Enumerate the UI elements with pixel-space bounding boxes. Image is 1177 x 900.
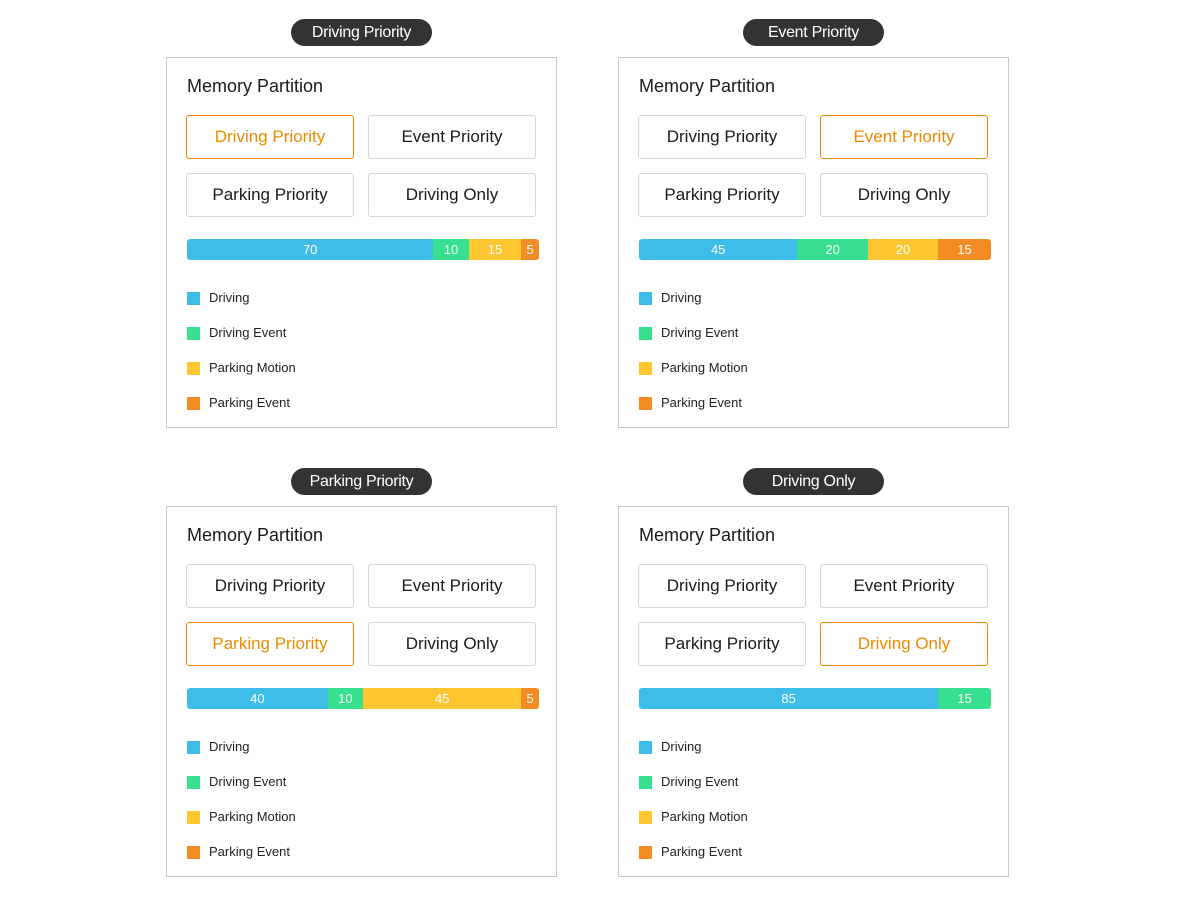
legend-item-driving-event <box>187 326 387 340</box>
event-priority-button[interactable]: Event Priority <box>368 564 536 608</box>
legend-label: Parking Motion <box>661 360 748 375</box>
legend-label: Driving <box>661 739 702 754</box>
partition-bar <box>187 688 539 709</box>
bar-segment: 85 <box>639 688 938 709</box>
bar-segment: 15 <box>938 688 991 709</box>
driving-only-button[interactable]: Driving Only <box>368 622 536 666</box>
legend-label: Driving <box>209 739 250 754</box>
legend-item-parking-event <box>639 845 839 859</box>
parking-priority-button[interactable]: Parking Priority <box>638 622 806 666</box>
partition-bar <box>639 688 991 709</box>
legend-item-driving <box>639 291 839 305</box>
mode-badge: Event Priority <box>743 19 884 46</box>
parking-priority-button[interactable]: Parking Priority <box>186 173 354 217</box>
legend-item-parking-motion <box>187 810 387 824</box>
bar-segment: 10 <box>328 688 363 709</box>
driving-only-button[interactable]: Driving Only <box>820 622 988 666</box>
parking-motion-swatch <box>639 811 652 824</box>
bar-segment: 40 <box>187 688 328 709</box>
legend-item-parking-event <box>639 396 839 410</box>
parking-priority-button[interactable]: Parking Priority <box>638 173 806 217</box>
legend-item-parking-motion <box>639 810 839 824</box>
memory-partition-card <box>618 57 1009 428</box>
card-title: Memory Partition <box>187 525 324 545</box>
legend-label: Parking Motion <box>209 809 296 824</box>
event-priority-button[interactable]: Event Priority <box>368 115 536 159</box>
partition-bar <box>639 239 991 260</box>
card-title: Memory Partition <box>639 76 776 96</box>
legend-item-parking-motion <box>639 361 839 375</box>
legend-item-parking-event <box>187 845 387 859</box>
bar-segment: 15 <box>469 239 522 260</box>
parking-event-swatch <box>187 397 200 410</box>
parking-motion-swatch <box>639 362 652 375</box>
parking-event-swatch <box>187 846 200 859</box>
legend-item-parking-event <box>187 396 387 410</box>
legend-label: Parking Event <box>661 395 742 410</box>
bar-segment: 10 <box>433 239 468 260</box>
legend-item-driving <box>187 740 387 754</box>
legend-label: Driving Event <box>209 774 287 789</box>
card-title: Memory Partition <box>187 76 324 96</box>
mode-badge: Parking Priority <box>291 468 432 495</box>
driving-priority-button[interactable]: Driving Priority <box>186 564 354 608</box>
driving-swatch <box>187 292 200 305</box>
legend-label: Driving Event <box>209 325 287 340</box>
legend-item-driving-event <box>639 775 839 789</box>
legend-item-driving <box>639 740 839 754</box>
legend-label: Driving Event <box>661 325 739 340</box>
bar-segment: 5 <box>521 688 539 709</box>
driving-priority-button[interactable]: Driving Priority <box>638 564 806 608</box>
partition-bar <box>187 239 539 260</box>
memory-partition-card <box>166 57 557 428</box>
driving-event-swatch <box>639 776 652 789</box>
memory-partition-card <box>618 506 1009 877</box>
memory-partition-card <box>166 506 557 877</box>
legend-label: Driving Event <box>661 774 739 789</box>
bar-segment: 15 <box>938 239 991 260</box>
legend-label: Parking Motion <box>209 360 296 375</box>
driving-event-swatch <box>187 327 200 340</box>
parking-event-swatch <box>639 846 652 859</box>
legend-label: Parking Event <box>209 844 290 859</box>
driving-swatch <box>639 292 652 305</box>
legend-label: Parking Event <box>661 844 742 859</box>
event-priority-button[interactable]: Event Priority <box>820 564 988 608</box>
legend-label: Parking Motion <box>661 809 748 824</box>
parking-priority-button[interactable]: Parking Priority <box>186 622 354 666</box>
legend-item-driving-event <box>639 326 839 340</box>
driving-swatch <box>639 741 652 754</box>
event-priority-button[interactable]: Event Priority <box>820 115 988 159</box>
legend-label: Parking Event <box>209 395 290 410</box>
bar-segment: 20 <box>797 239 867 260</box>
bar-segment: 45 <box>363 688 521 709</box>
bar-segment: 45 <box>639 239 797 260</box>
legend-item-driving <box>187 291 387 305</box>
parking-motion-swatch <box>187 362 200 375</box>
parking-event-swatch <box>639 397 652 410</box>
driving-event-swatch <box>187 776 200 789</box>
driving-only-button[interactable]: Driving Only <box>820 173 988 217</box>
driving-priority-button[interactable]: Driving Priority <box>638 115 806 159</box>
bar-segment: 70 <box>187 239 433 260</box>
mode-badge: Driving Only <box>743 468 884 495</box>
legend-item-parking-motion <box>187 361 387 375</box>
bar-segment: 20 <box>868 239 938 260</box>
mode-badge: Driving Priority <box>291 19 432 46</box>
driving-swatch <box>187 741 200 754</box>
driving-event-swatch <box>639 327 652 340</box>
bar-segment: 5 <box>521 239 539 260</box>
parking-motion-swatch <box>187 811 200 824</box>
driving-priority-button[interactable]: Driving Priority <box>186 115 354 159</box>
driving-only-button[interactable]: Driving Only <box>368 173 536 217</box>
legend-item-driving-event <box>187 775 387 789</box>
legend-label: Driving <box>661 290 702 305</box>
legend-label: Driving <box>209 290 250 305</box>
card-title: Memory Partition <box>639 525 776 545</box>
